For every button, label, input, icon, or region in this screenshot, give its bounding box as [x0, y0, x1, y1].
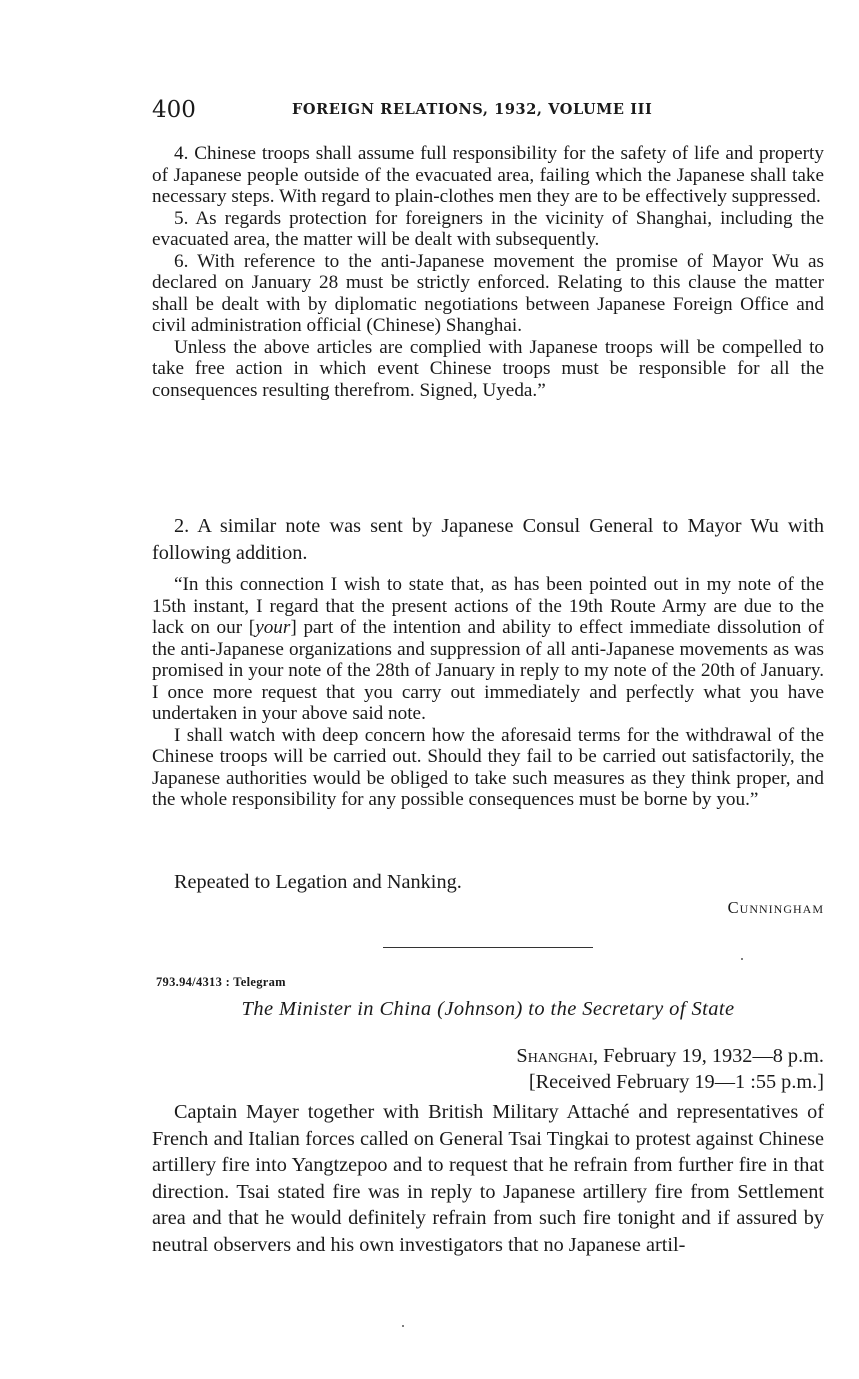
running-title: FOREIGN RELATIONS, 1932, VOLUME III — [292, 101, 653, 118]
term-paragraph-4: 4. Chinese troops shall assume full responsibility for the safety of life and property of Japanese people outside of the evacuated area, failing which the Japanese shall take necessary steps. With regard to plain-clothes men they are to be effectively suppressed. — [152, 143, 824, 207]
telegram-body: Captain Mayer together with British Military Attaché and representatives of French and Italian forces called on General Tsai Tingkai to protest against Chinese artillery fire into Yangtzepoo and to request that he refrain from further fire in that direction. Tsai stated fire was in reply to Japanese artillery fire from Settlement area and that he would definitely refrain from such fire tonight and if assured by neutral observers and his own investigators that no Japanese artil- — [152, 1101, 824, 1256]
scan-speck — [741, 958, 743, 960]
quoted-terms-block — [152, 143, 824, 401]
repeated-line: Repeated to Legation and Nanking. — [174, 871, 462, 893]
consul-note-paragraph-1 — [152, 574, 824, 725]
term-paragraph-6: 6. With reference to the anti-Japanese movement the promise of Mayor Wu as declared on January 28 must be strictly enforced. Relating to this clause the matter shall be dealt with by diplomatic negotiations between Japanese Foreign Office and civil administration official (Chinese) Shanghai. — [152, 250, 824, 336]
signature-cunningham: Cunningham — [727, 898, 824, 917]
consul-note-correction: your — [255, 617, 291, 638]
document-reference: 793.94/4313 : Telegram — [156, 975, 286, 989]
consul-note-text-b: ] part of the intention and ability to effect immediate dissolution of the anti-Japanese organizations and suppression of all anti-Japanese movements as was promised in your note of the 28th of January in reply to my note of the 20th of January. I once more request that you carry out immediately and perfectly what you have undertaken in your above said note. — [152, 617, 824, 724]
dateline-date: , February 19, 1932—8 p.m. — [593, 1045, 824, 1067]
repeated-line-block — [152, 869, 824, 896]
consul-note-text-a: “In this connection I wish to state that, as has been pointed out in my note of the 15th instant, I regard that the present actions of the 19th Route Army are due to the lack on our [ — [152, 574, 824, 638]
page-number: 400 — [152, 97, 196, 123]
running-head — [152, 96, 824, 126]
paragraph-2-block — [152, 513, 824, 566]
consul-note-quote — [152, 574, 824, 811]
consul-note-paragraph-2: I shall watch with deep concern how the aforesaid terms for the withdrawal of the Chinese troops will be carried out. Should they fail to be carried out satisfactorily, the Japanese authorities would be obliged to take such measures as they think proper, and the whole responsibility for any possible consequences must be borne by you.” — [152, 724, 824, 810]
terms-closing-paragraph: Unless the above articles are complied with Japanese troops will be compelled to take free action in which event Chinese troops must be responsible for all the consequences resulting therefrom. Signed, Uyeda.” — [152, 336, 824, 401]
dateline-place: Shanghai — [516, 1045, 594, 1067]
telegram-body-block — [152, 1099, 824, 1258]
received-line: [Received February 19—1 :55 p.m.] — [528, 1071, 824, 1093]
dateline — [152, 1043, 824, 1069]
document-heading: The Minister in China (Johnson) to the Secretary of State — [241, 998, 735, 1020]
section-divider — [383, 947, 593, 948]
term-paragraph-5: 5. As regards protection for foreigners in the vicinity of Shanghai, including the evacuated area, the matter will be dealt with subsequently. — [152, 207, 824, 250]
scan-speck — [402, 1325, 404, 1327]
paragraph-2: 2. A similar note was sent by Japanese Consul General to Mayor Wu with following addition. — [152, 515, 824, 564]
